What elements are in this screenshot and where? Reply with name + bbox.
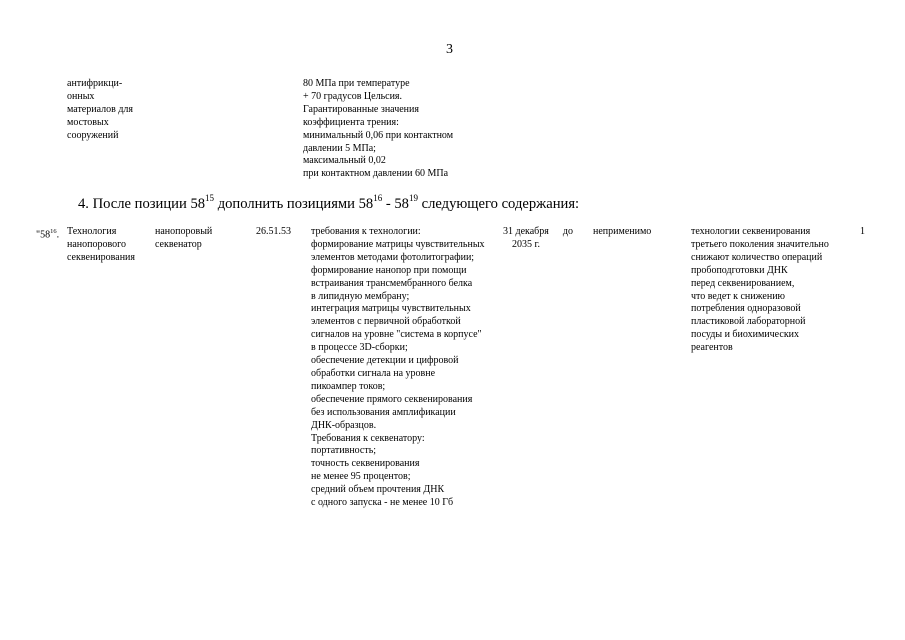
text-line: портативность; [311,445,377,457]
text-line: нанопорового [67,238,126,250]
text-line: реагентов [691,342,733,354]
text-line: средний объем прочтения ДНК [311,484,445,496]
text-line: секвенирования [67,251,135,263]
text-line: при контактном давлении 60 МПа [303,168,449,180]
text-line: давлении 5 МПа; [303,142,376,154]
heading-superscript: 16 [373,193,383,203]
deadline-date: 31 декабря [503,226,549,237]
reason-cell [691,226,829,355]
continuation-left-cell [67,78,133,143]
text-line: мостовых [67,116,109,128]
continuation-right-cell [303,78,453,181]
text-line: онных [67,90,95,102]
text-line: точность секвенирования [311,458,420,470]
text-line: 80 МПа при температуре [303,78,410,89]
heading-superscript: 15 [205,193,215,203]
text-line: коэффициента трения: [303,116,399,128]
text-line: нанопоровый [155,226,213,237]
page-number: 3 [446,42,453,57]
text-line: минимальный 0,06 при контактном [303,129,454,141]
position-number-text: "58 [36,229,51,241]
text-line: Гарантированные значения [303,103,419,115]
position-number-superscript: 16 [50,228,57,235]
text-line: встраивания трансмембранного белка [311,277,473,289]
text-line: пикоампер токов; [311,380,386,392]
text-line: с одного запуска - не менее 10 Гб [311,497,454,509]
text-line: пробоподготовки ДНК [691,264,788,276]
text-line: пластиковой лабораторной [691,316,806,328]
section-heading [78,194,579,213]
deadline-line [503,226,573,239]
text-line: максимальный 0,02 [303,155,386,167]
technology-cell [67,226,135,265]
text-line: сигналов на уровне "система в корпусе" [311,329,482,341]
text-line: не менее 95 процентов; [311,471,411,483]
text-line: требования к технологии: [311,226,421,237]
text-line: ДНК-образцов. [311,419,377,431]
position-number-dot: . [56,229,60,241]
text-line: перед секвенированием, [691,277,795,289]
product-cell [155,226,212,252]
heading-text: следующего содержания: [417,195,580,212]
text-line: потребления одноразовой [691,303,801,315]
text-line: в процессе 3D-сборки; [311,342,408,354]
applicability-cell: неприменимо [593,226,652,237]
text-line: элементов с первичной обработкой [311,316,461,328]
heading-superscript: 19 [408,193,418,203]
heading-text: - 58 [382,195,409,212]
text-line: секвенатор [155,238,202,250]
text-line: обеспечение прямого секвенирования [311,393,473,405]
text-line: элементов методами фотолитографии; [311,251,475,263]
text-line: в липидную мембрану; [311,290,410,302]
text-line: посуды и биохимических [691,329,800,341]
text-line: без использования амплификации [311,406,456,418]
text-line: формирование матрицы чувствительных [311,238,485,250]
level-cell: 1 [860,226,865,237]
text-line: материалов для [67,103,134,115]
okpd-code-cell: 26.51.53 [256,226,291,237]
text-line: Технология [67,226,117,237]
text-line: Требования к секвенатору: [311,432,425,444]
deadline-preposition: до [562,226,573,237]
deadline-cell [503,226,573,252]
text-line: интеграция матрицы чувствительных [311,303,471,315]
position-number [36,226,59,242]
text-line: + 70 градусов Цельсия. [303,90,403,102]
deadline-year: 2035 г. [512,238,540,250]
text-line: обработки сигнала на уровне [311,367,436,379]
text-line: антифрикци- [67,78,123,89]
text-line: формирование нанопор при помощи [311,264,467,276]
text-line: что ведет к снижению [691,290,786,302]
text-line: третьего поколения значительно [691,238,829,250]
text-line: технологии секвенирования [691,226,811,237]
text-line: обеспечение детекции и цифровой [311,355,459,367]
text-line: сооружений [67,129,119,141]
requirements-cell [311,226,485,510]
heading-text: дополнить позициями 58 [214,195,374,212]
text-line: снижают количество операций [691,251,823,263]
heading-text: 4. После позиции 58 [78,195,206,212]
